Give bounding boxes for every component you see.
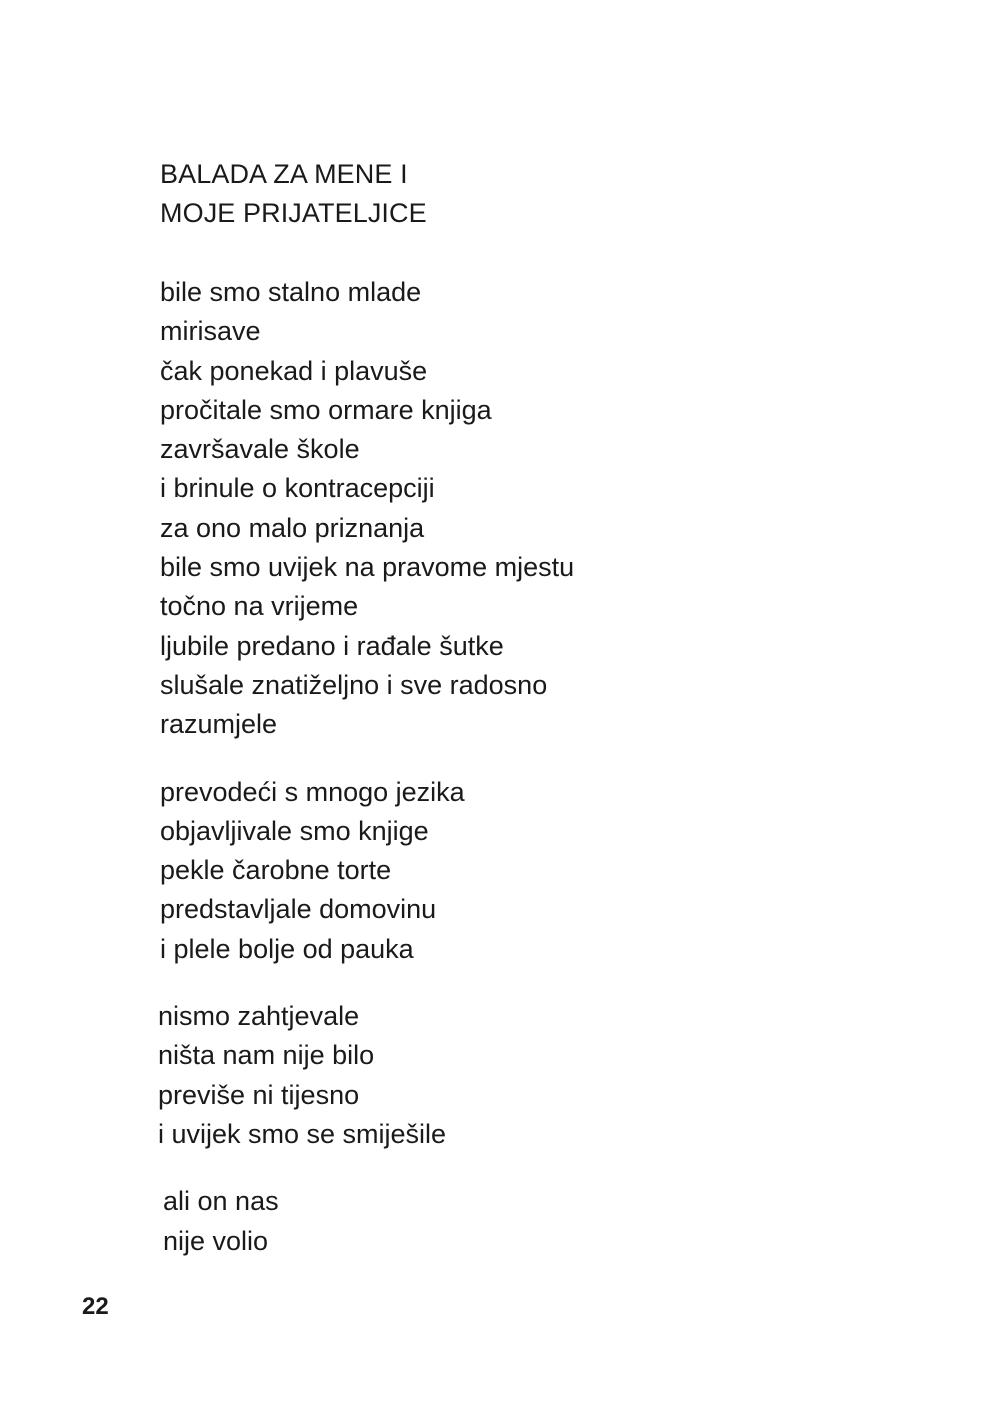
- poem-line: i uvijek smo se smiješile: [158, 1118, 447, 1149]
- poem-line: razumjele: [160, 709, 278, 740]
- poem-line: i plele bolje od pauka: [160, 933, 414, 964]
- poem-line: predstavljale domovinu: [160, 894, 437, 925]
- poem-line: pekle čarobne torte: [160, 855, 392, 886]
- poem-title-line: BALADA ZA MENE I: [160, 159, 408, 189]
- page-number: 22: [82, 1293, 109, 1320]
- poem-line: nismo zahtjevale: [158, 1001, 360, 1032]
- poem-line: ljubile predano i rađale šutke: [160, 630, 504, 661]
- poem-line: bile smo uvijek na pravome mjestu: [160, 552, 575, 583]
- poem-line: mirisave: [160, 316, 261, 347]
- stanza-1: [160, 273, 800, 745]
- poem-line: čak ponekad i plavuše: [160, 355, 428, 386]
- stanza-4: [163, 1182, 800, 1261]
- poem-line: nije volio: [163, 1225, 269, 1256]
- poem-line: točno na vrijeme: [160, 591, 359, 622]
- stanza-3: [158, 997, 800, 1154]
- poem-line: za ono malo priznanja: [160, 512, 425, 543]
- poem-line: ništa nam nije bilo: [158, 1040, 375, 1071]
- stanza-2: [160, 773, 800, 969]
- poem-line: objavljivale smo knjige: [160, 815, 429, 846]
- poem: [160, 155, 800, 1289]
- poem-line: bile smo stalno mlade: [160, 277, 422, 307]
- poem-line: prevodeći s mnogo jezika: [160, 776, 465, 807]
- poem-title: [160, 155, 800, 233]
- poem-line: pročitale smo ormare knjiga: [160, 394, 492, 425]
- poem-line: i brinule o kontracepciji: [160, 473, 435, 504]
- poem-title-line: MOJE PRIJATELJICE: [160, 198, 427, 228]
- poem-line: završavale škole: [160, 434, 360, 465]
- poem-line: slušale znatiželjno i sve radosno: [160, 669, 548, 700]
- poem-line: ali on nas: [163, 1186, 279, 1217]
- poem-line: previše ni tijesno: [158, 1079, 360, 1110]
